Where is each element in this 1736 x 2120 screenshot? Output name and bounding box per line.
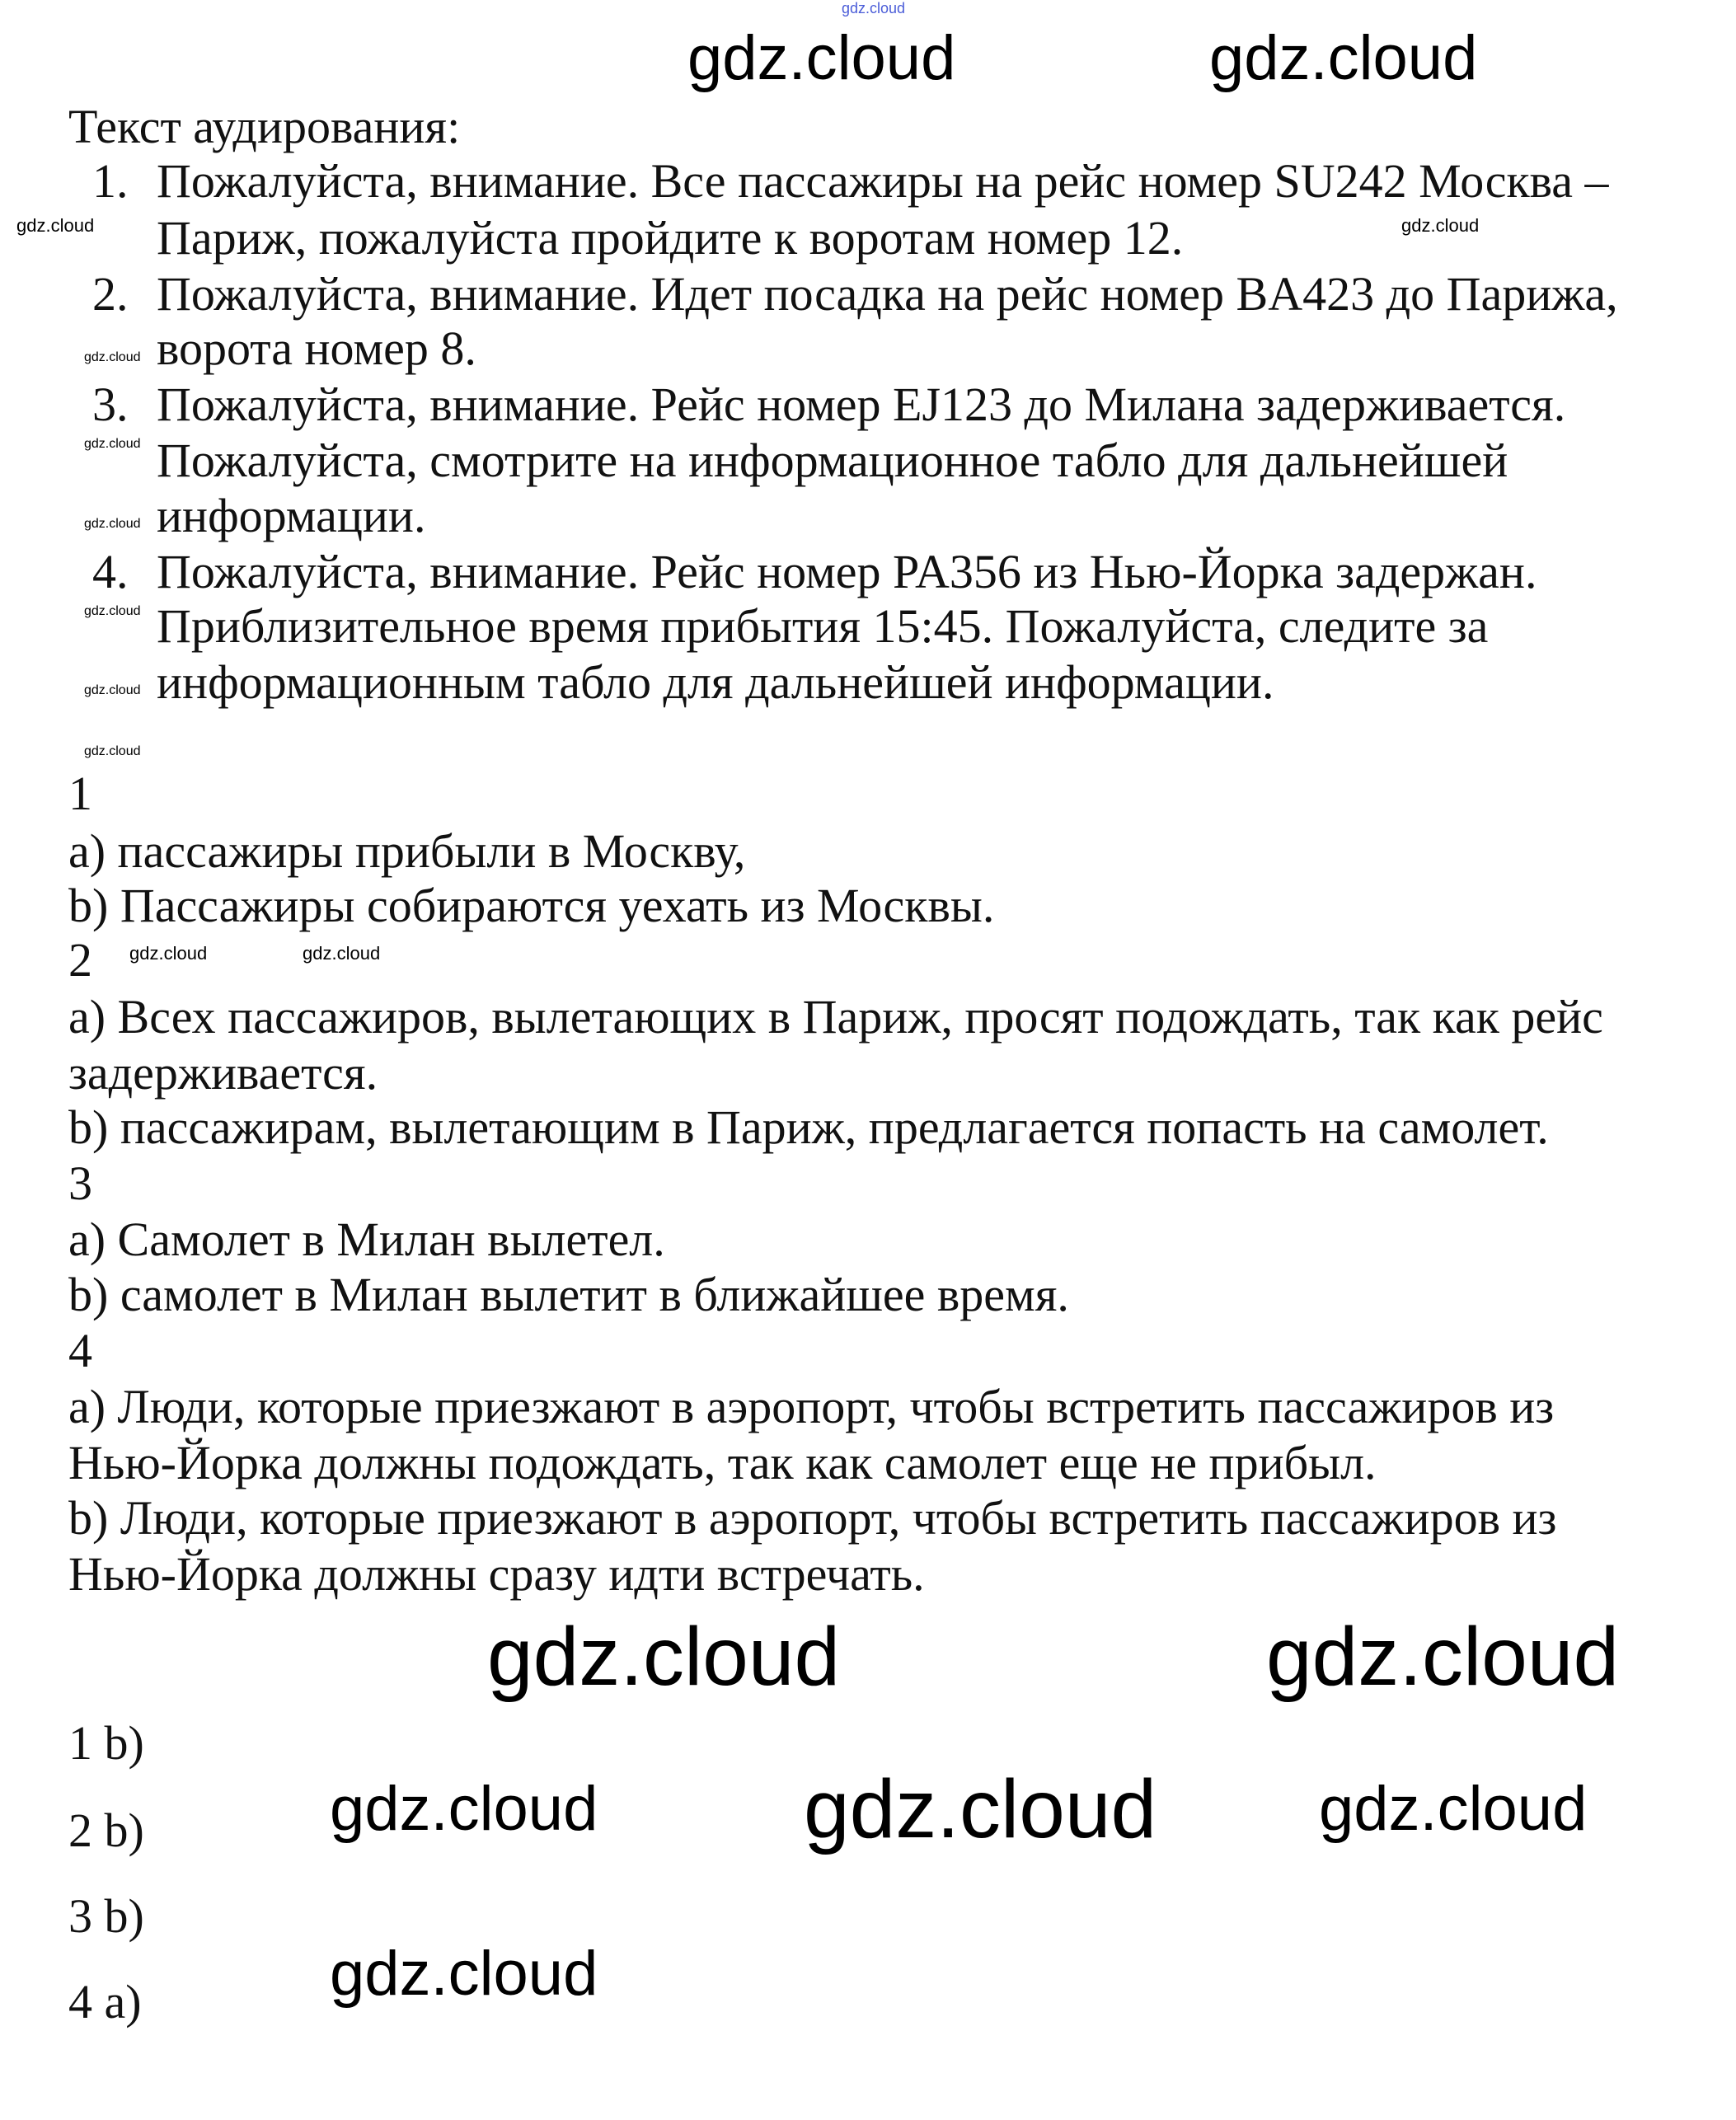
listening-text-title: Текст аудирования: xyxy=(68,100,461,153)
watermark: gdz.cloud xyxy=(1209,23,1478,93)
answer: 2 b) xyxy=(68,1803,144,1857)
answer: 4 a) xyxy=(68,1975,142,2029)
question-option-b: b) самолет в Милан вылетит в ближайшее время. xyxy=(68,1268,1069,1321)
question-option-b: b) пассажирам, вылетающим в Париж, предлагается попасть на самолет. xyxy=(68,1100,1549,1154)
transcript-number: 3. xyxy=(92,378,129,431)
question-number: 2 xyxy=(68,933,92,987)
transcript-line: ворота номер 8. xyxy=(157,321,476,375)
watermark: gdz.cloud xyxy=(16,215,95,236)
question-option-a: a) Всех пассажиров, вылетающих в Париж, просят подождать, так как рейс xyxy=(68,990,1603,1044)
question-option-b: b) Люди, которые приезжают в аэропорт, чтобы встретить пассажиров из xyxy=(68,1491,1557,1545)
transcript-number: 2. xyxy=(92,267,129,321)
watermark: gdz.cloud xyxy=(84,604,141,618)
transcript-line: информационным табло для дальнейшей информации. xyxy=(157,655,1274,709)
watermark: gdz.cloud xyxy=(487,1611,841,1703)
transcript-line: Пожалуйста, внимание. Идет посадка на рейс номер BA423 до Парижа, xyxy=(157,267,1618,321)
watermark: gdz.cloud xyxy=(330,1774,598,1844)
watermark: gdz.cloud xyxy=(84,683,141,697)
watermark: gdz.cloud xyxy=(804,1763,1157,1855)
transcript-line: Пожалуйста, внимание. Все пассажиры на рейс номер SU242 Москва – xyxy=(157,154,1609,208)
watermark: gdz.cloud xyxy=(1266,1611,1620,1703)
answer: 3 b) xyxy=(68,1889,144,1943)
question-option-b: Нью-Йорка должны сразу идти встречать. xyxy=(68,1547,925,1601)
question-option-a: задерживается. xyxy=(68,1046,378,1100)
watermark: gdz.cloud xyxy=(129,943,208,964)
transcript-line: Париж, пожалуйста пройдите к воротам номер 12. xyxy=(157,211,1184,265)
question-number: 1 xyxy=(68,767,92,820)
watermark: gdz.cloud xyxy=(84,437,141,451)
question-number: 4 xyxy=(68,1324,92,1377)
watermark: gdz.cloud xyxy=(84,517,141,531)
watermark: gdz.cloud xyxy=(1401,215,1480,236)
watermark: gdz.cloud xyxy=(84,744,141,758)
watermark: gdz.cloud xyxy=(687,23,956,93)
transcript-line: Пожалуйста, смотрите на информационное табло для дальнейшей xyxy=(157,434,1508,487)
transcript-line: Пожалуйста, внимание. Рейс номер EJ123 до Милана задерживается. xyxy=(157,378,1566,431)
transcript-number: 4. xyxy=(92,545,129,598)
transcript-line: Приблизительное время прибытия 15:45. Пожалуйста, следите за xyxy=(157,599,1489,653)
question-option-b: b) Пассажиры собираются уехать из Москвы. xyxy=(68,879,995,932)
transcript-number: 1. xyxy=(92,154,129,208)
transcript-line: Пожалуйста, внимание. Рейс номер PA356 из Нью-Йорка задержан. xyxy=(157,545,1537,598)
watermark: gdz.cloud xyxy=(1319,1774,1588,1844)
question-option-a: a) Самолет в Милан вылетел. xyxy=(68,1212,665,1266)
question-number: 3 xyxy=(68,1156,92,1210)
question-option-a: a) пассажиры прибыли в Москву, xyxy=(68,824,746,878)
watermark: gdz.cloud xyxy=(84,350,141,364)
watermark: gdz.cloud xyxy=(330,1939,598,2009)
watermark: gdz.cloud xyxy=(303,943,381,964)
question-option-a: Нью-Йорка должны подождать, так как самолет еще не прибыл. xyxy=(68,1436,1377,1489)
answer: 1 b) xyxy=(68,1716,144,1770)
question-option-a: a) Люди, которые приезжают в аэропорт, чтобы встретить пассажиров из xyxy=(68,1380,1555,1433)
transcript-line: информации. xyxy=(157,489,426,542)
watermark: gdz.cloud xyxy=(842,0,906,16)
